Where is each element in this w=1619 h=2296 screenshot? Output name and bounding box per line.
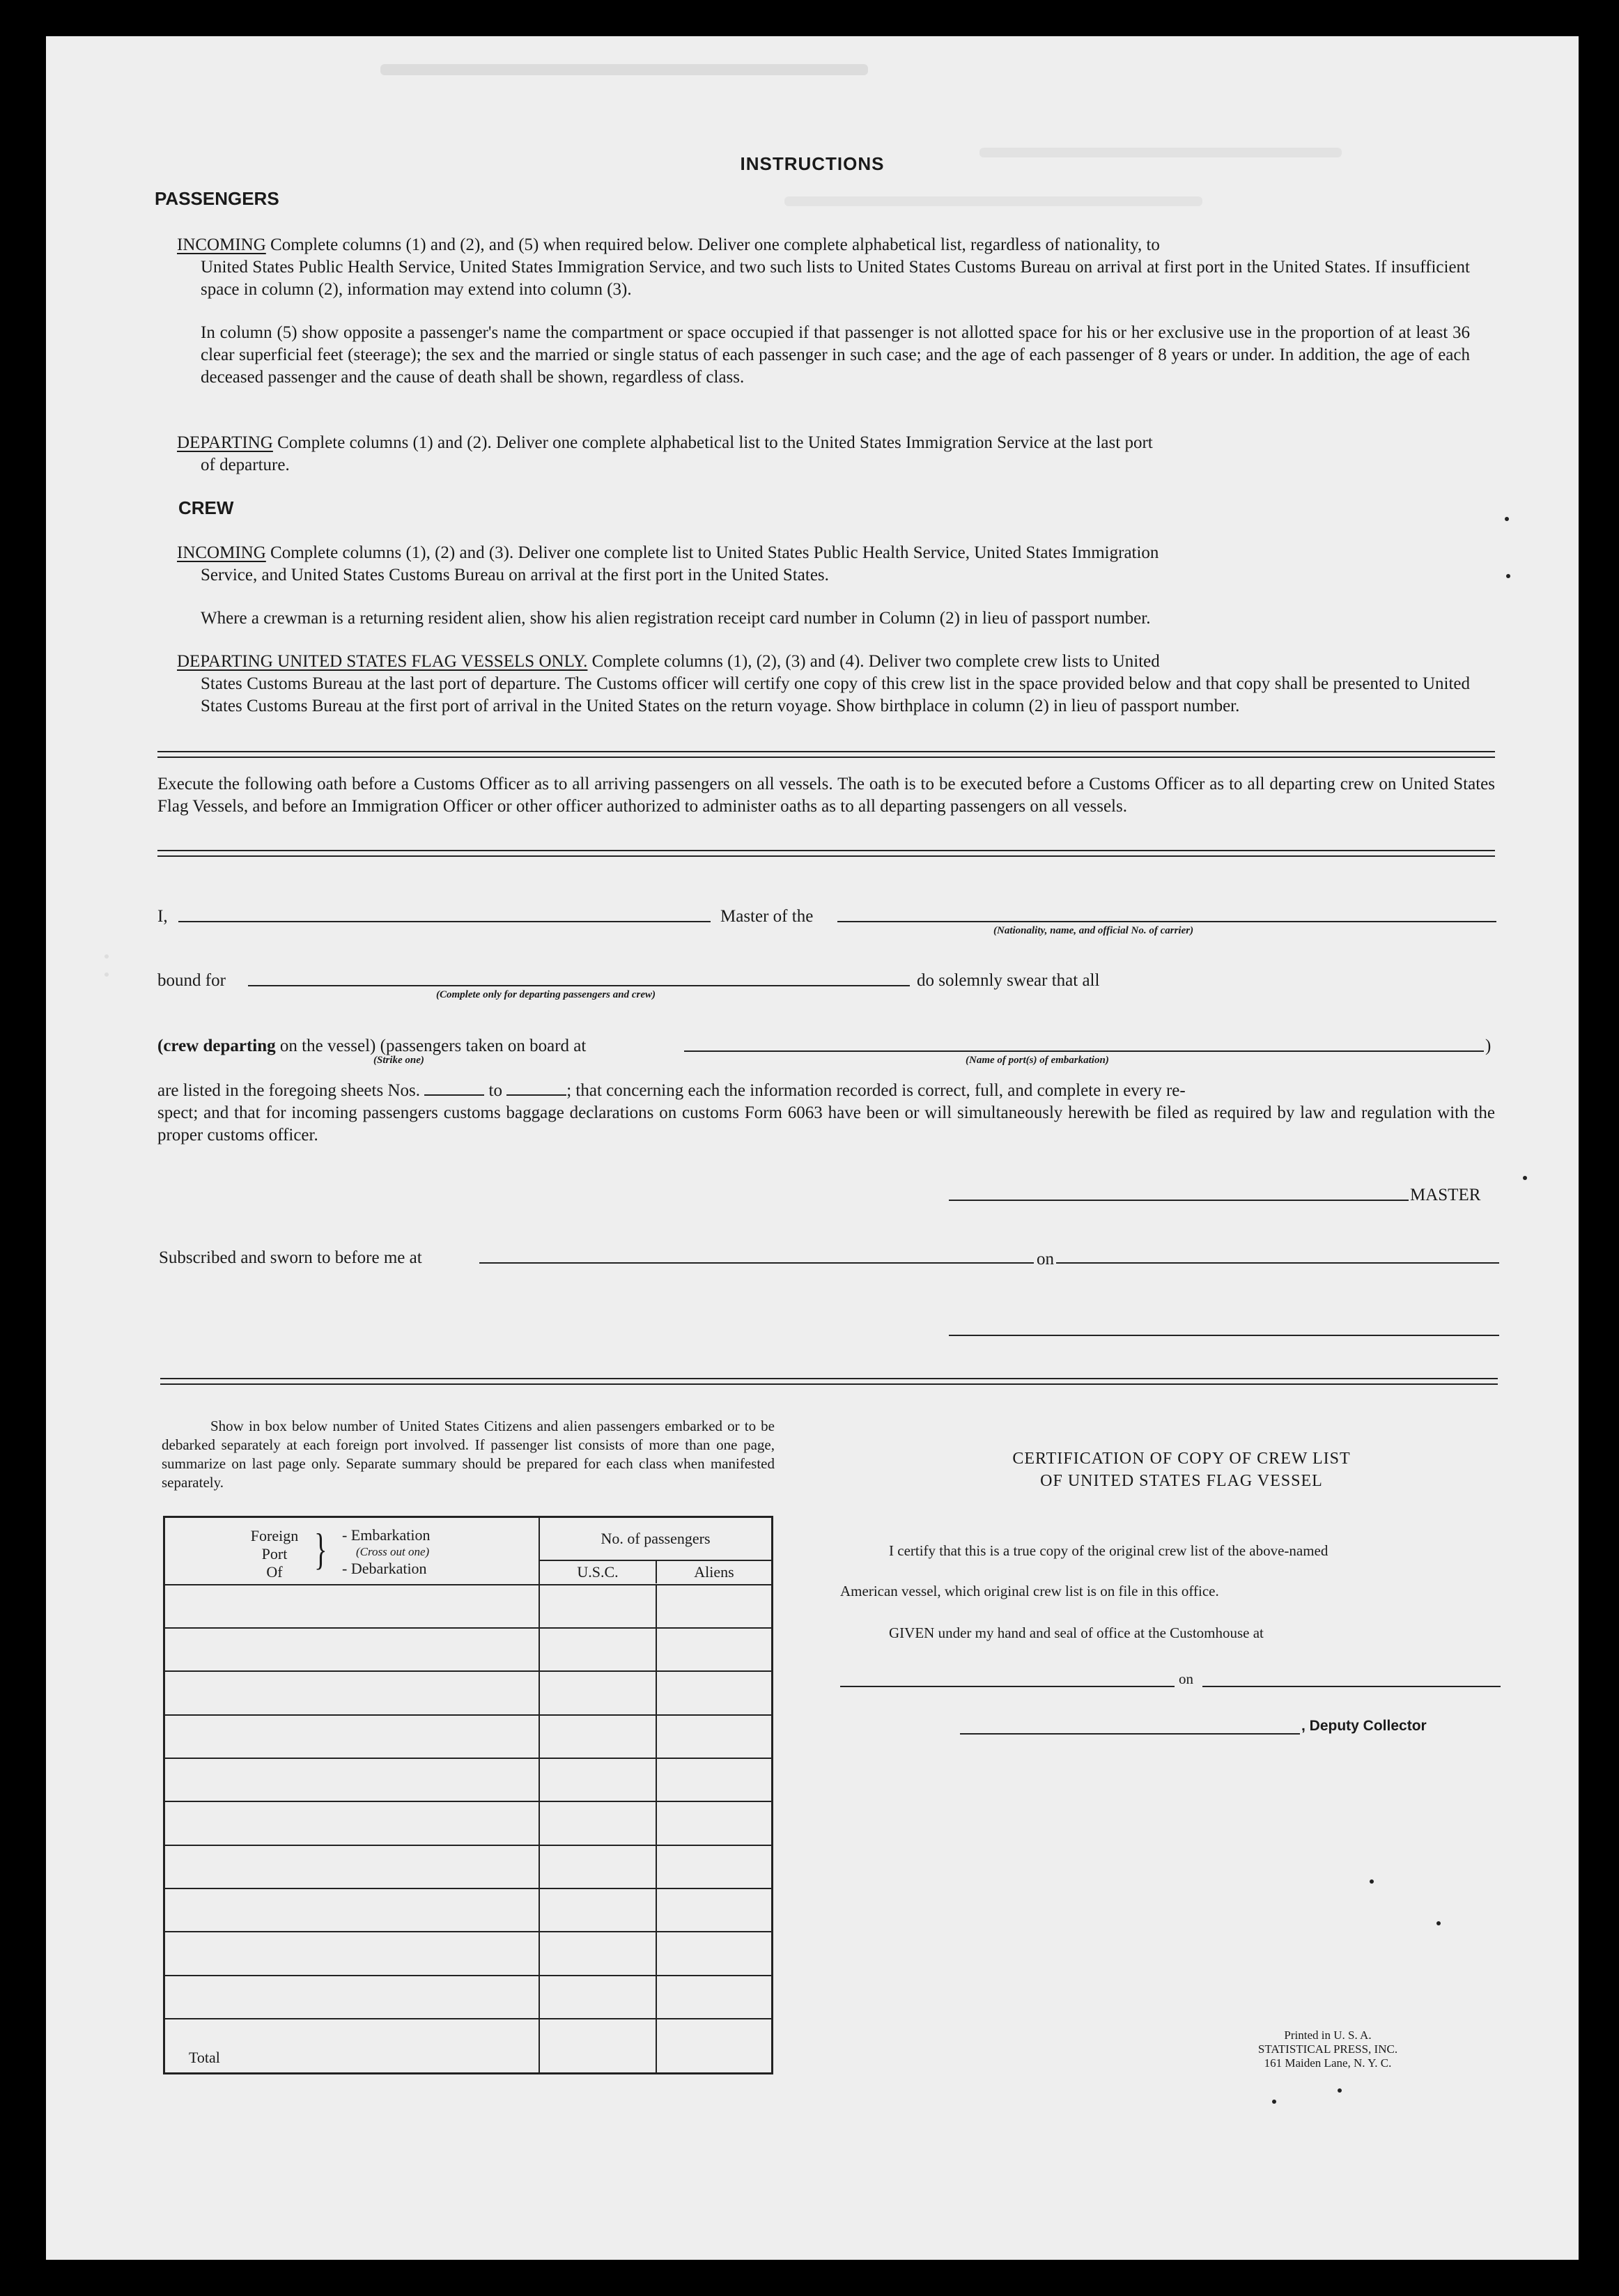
aliens-cell[interactable]: [656, 1976, 773, 2019]
sheet-to-field[interactable]: [506, 1080, 566, 1096]
incoming-rest: United States Public Health Service, United States Immigration Service, and two such lists to United States Customs Bureau on arrival at first port in the United States. If insufficient space in column (2), information may extend into column (3).: [201, 258, 1470, 299]
port-cell[interactable]: [164, 1845, 540, 1888]
usc-cell[interactable]: [539, 1628, 656, 1671]
speck: [1523, 1176, 1527, 1180]
bound-caption: (Complete only for departing passengers and crew): [436, 989, 656, 1000]
aliens-total-cell[interactable]: [656, 2019, 773, 2074]
passenger-summary-table: [163, 1516, 773, 2074]
usc-cell[interactable]: [539, 1932, 656, 1975]
master-of-the-label: Master of the: [720, 907, 814, 926]
listed-start: are listed in the foregoing sheets Nos.: [157, 1081, 420, 1100]
bound-for-label: bound for: [157, 971, 226, 990]
crew-incoming-rest: Service, and United States Customs Bureau on arrival at the first port in the United States.: [201, 566, 829, 584]
speck: [104, 972, 109, 977]
debarkation-label: - Debarkation: [342, 1560, 427, 1578]
column5-instruction: In column (5) show opposite a passenger's name the compartment or space occupied if that passenger is not allotted space for his or her exclusive use in the proportion of at least 36 clear superficial feet (steerage); the sex and the married or single status of each passenger in such case; and the age of each passenger of 8 years or under. In addition, the age of each deceased passenger and the cause of death shall be shown, regardless of class.: [201, 323, 1470, 387]
aliens-cell[interactable]: [656, 1715, 773, 1758]
officer-signature-line[interactable]: [949, 1335, 1499, 1336]
usc-cell[interactable]: [539, 1585, 656, 1628]
crew-incoming-instruction: [177, 542, 1470, 587]
aliens-cell[interactable]: [656, 1758, 773, 1801]
total-label-cell: [164, 2019, 540, 2074]
port-cell[interactable]: [164, 1585, 540, 1628]
printer-line1: Printed in U. S. A.: [1284, 2029, 1372, 2042]
departing-rest: of departure.: [201, 456, 290, 474]
certify-line1: I certify that this is a true copy of the original crew list of the above-named: [889, 1542, 1328, 1559]
port-cell[interactable]: [164, 1671, 540, 1714]
usc-cell[interactable]: [539, 1715, 656, 1758]
aliens-cell[interactable]: [656, 1585, 773, 1628]
printer-imprint: [1216, 2029, 1439, 2070]
master-name-line[interactable]: [178, 921, 711, 922]
departing-label: DEPARTING: [177, 433, 273, 452]
usc-total-cell[interactable]: [539, 2019, 656, 2074]
aliens-cell[interactable]: [656, 1845, 773, 1888]
master-signature-line[interactable]: [949, 1200, 1409, 1201]
speck: [1338, 2088, 1342, 2093]
cert-on-label: on: [1179, 1670, 1193, 1687]
embarkation-port-line[interactable]: [684, 1050, 1484, 1052]
departing-line1: Complete columns (1) and (2). Deliver one complete alphabetical list to the United States Immigration Service at the last port: [272, 433, 1153, 452]
carrier-caption: (Nationality, name, and official No. of carrier): [993, 925, 1194, 936]
usc-cell[interactable]: [539, 1845, 656, 1888]
sworn-date-line[interactable]: [1056, 1262, 1499, 1264]
summary-intro: Show in box below number of United States Citizens and alien passengers embarked or to be debarked separately at each foreign port involved. If passenger list consists of more than one page, summarize on last page only. Separate summary should be prepared for each class when manifested separately.: [162, 1418, 775, 1491]
crew-departing-rest: States Customs Bureau at the last port of departure. The Customs officer will certify one copy of this crew list in the space provided below and that copy shall be presented to United States Customs Bureau at the first port of arrival in the United States on the return voyage. Show birthplace in column (2) in lieu of passport number.: [201, 674, 1470, 715]
aliens-cell[interactable]: [656, 1671, 773, 1714]
no-passengers-label: No. of passengers: [540, 1518, 771, 1561]
port-cell[interactable]: [164, 1976, 540, 2019]
speck: [1505, 517, 1509, 521]
close-paren: ): [1485, 1037, 1492, 1055]
customhouse-line[interactable]: [840, 1686, 1175, 1687]
passengers-departing-instruction: [177, 432, 1470, 476]
divider: [157, 751, 1495, 758]
aliens-label: Aliens: [694, 1563, 734, 1581]
passenger-count-header: [539, 1517, 773, 1585]
passengers-incoming-instruction: [177, 234, 1470, 301]
on-label: on: [1037, 1250, 1054, 1269]
port-cell[interactable]: [164, 1715, 540, 1758]
crew-departing-prefix: (crew departing: [157, 1037, 276, 1055]
master-label: MASTER: [1410, 1186, 1481, 1204]
crew-departing-line1: Complete columns (1), (2), (3) and (4). Deliver two complete crew lists to United: [587, 652, 1160, 671]
sworn-place-line[interactable]: [479, 1262, 1034, 1264]
port-cell[interactable]: [164, 1628, 540, 1671]
total-label: Total: [189, 2049, 220, 2066]
certification-title-line2: OF UNITED STATES FLAG VESSEL: [1040, 1472, 1323, 1490]
crew-incoming-line1: Complete columns (1), (2) and (3). Deliver one complete list to United States Public Health Service, United States Immigration: [265, 543, 1159, 562]
bleed-through-mark: [380, 64, 868, 75]
listed-rest1: ; that concerning each the information recorded is correct, full, and complete in every re-: [566, 1081, 1186, 1100]
passengers-heading: PASSENGERS: [155, 188, 279, 209]
usc-cell[interactable]: [539, 1976, 656, 2019]
port-cell[interactable]: [164, 1758, 540, 1801]
to-label: to: [488, 1081, 502, 1100]
aliens-cell[interactable]: [656, 1888, 773, 1932]
certification-title: [868, 1448, 1495, 1492]
embarkation-label: - Embarkation: [342, 1526, 431, 1544]
crew-heading: CREW: [178, 497, 234, 518]
port-cell[interactable]: [164, 1801, 540, 1845]
sheet-from-field[interactable]: [424, 1080, 484, 1096]
port-header-cell: [164, 1517, 540, 1585]
oath-intro: Execute the following oath before a Customs Officer as to all arriving passengers on all vessels. The oath is to be executed before a Customs Officer as to all departing crew on United States Flag Vessels, and before an Immigration Officer or other officer authorized to administer oaths as to all departing passengers on all vessels.: [157, 775, 1495, 816]
swear-text: do solemnly swear that all: [917, 971, 1100, 990]
deputy-signature-line[interactable]: [960, 1733, 1300, 1735]
incoming-line1: Complete columns (1) and (2), and (5) when required below. Deliver one complete alphabetical list, regardless of nationality, to: [265, 235, 1160, 254]
usc-cell[interactable]: [539, 1888, 656, 1932]
of-label: Of: [266, 1563, 283, 1581]
carrier-line[interactable]: [837, 921, 1496, 922]
port-caption: (Name of port(s) of embarkation): [966, 1055, 1109, 1066]
listed-paragraph: [157, 1080, 1495, 1147]
margin-arrow: [93, 911, 104, 922]
bleed-through-mark: [784, 196, 1202, 206]
speck: [1506, 574, 1510, 578]
port-label: Port: [261, 1545, 288, 1563]
usc-cell[interactable]: [539, 1801, 656, 1845]
brace-glyph: }: [314, 1524, 327, 1574]
foreign-label: Foreign: [250, 1527, 299, 1545]
crew-departing-label: DEPARTING UNITED STATES FLAG VESSELS ONLY.: [177, 652, 588, 671]
crew-passengers-line: [157, 1035, 586, 1057]
resident-alien-instruction: Where a crewman is a returning resident alien, show his alien registration receipt card number in Column (2) in lieu of passport number.: [201, 609, 1151, 628]
usc-cell[interactable]: [539, 1671, 656, 1714]
subscribed-label: Subscribed and sworn to before me at: [159, 1248, 422, 1267]
usc-label: U.S.C.: [540, 1561, 657, 1583]
divider: [157, 850, 1495, 857]
speck: [1436, 1921, 1441, 1925]
port-cell[interactable]: [164, 1932, 540, 1975]
speck: [104, 954, 109, 959]
listed-rest2: spect; and that for incoming passengers customs baggage declarations on customs Form 6063 have been or will simultaneously herewith be filed as required by law and regulation with the proper customs officer.: [157, 1103, 1495, 1145]
cert-date-line[interactable]: [1202, 1686, 1501, 1687]
certify-line2: American vessel, which original crew list is on file in this office.: [840, 1583, 1219, 1599]
crew-departing-rest: on the vessel) (passengers taken on board at: [275, 1037, 587, 1055]
crew-departing-instruction: [177, 651, 1470, 718]
printer-line3: 161 Maiden Lane, N. Y. C.: [1264, 2056, 1392, 2070]
aliens-cell[interactable]: [656, 1628, 773, 1671]
deputy-collector-label: , Deputy Collector: [1301, 1718, 1427, 1734]
oath-i-label: I,: [157, 907, 168, 926]
aliens-cell[interactable]: [656, 1801, 773, 1845]
port-cell[interactable]: [164, 1888, 540, 1932]
usc-cell[interactable]: [539, 1758, 656, 1801]
speck: [1272, 2100, 1276, 2104]
strike-caption: (Strike one): [373, 1055, 424, 1066]
aliens-cell[interactable]: [656, 1932, 773, 1975]
incoming-label: INCOMING: [177, 235, 266, 254]
form-sheet: [46, 36, 1579, 2260]
crew-incoming-label: INCOMING: [177, 543, 266, 562]
divider: [160, 1378, 1498, 1385]
certification-title-line1: CERTIFICATION OF COPY OF CREW LIST: [1012, 1450, 1351, 1468]
given-line: GIVEN under my hand and seal of office at the Customhouse at: [889, 1624, 1264, 1641]
speck: [1370, 1879, 1374, 1884]
page-title: INSTRUCTIONS: [740, 153, 885, 174]
cross-out-caption: (Cross out one): [356, 1545, 430, 1559]
printer-line2: STATISTICAL PRESS, INC.: [1257, 2042, 1398, 2056]
destination-line[interactable]: [248, 985, 910, 986]
